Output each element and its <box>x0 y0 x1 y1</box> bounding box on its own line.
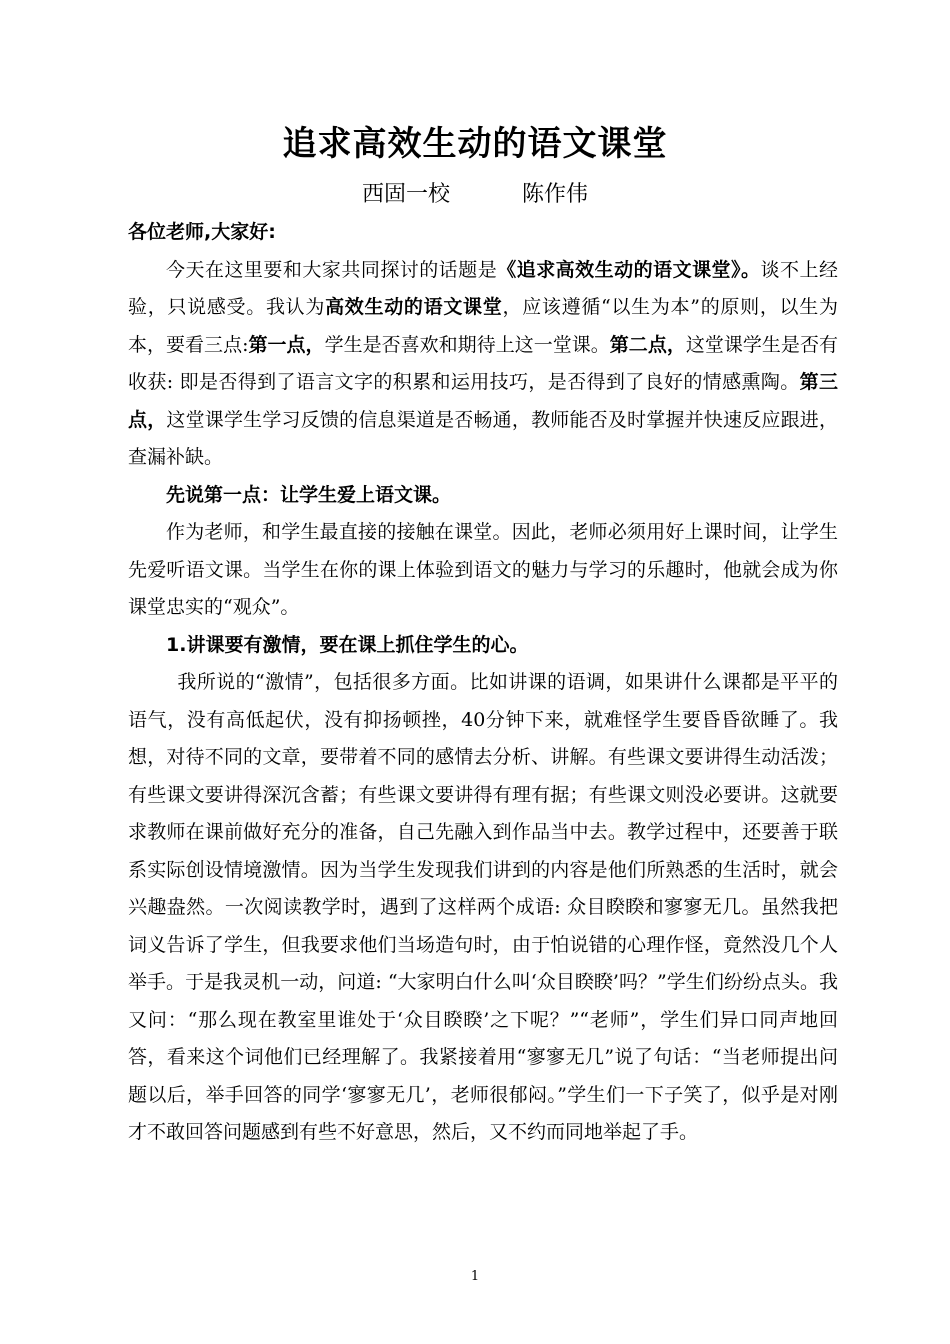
point-three-label: 第三点， <box>128 371 838 431</box>
intro-text-3: ，应该遵循“以生为本”的原则，以生为本，要看三点: <box>128 296 838 356</box>
author-line <box>0 180 950 210</box>
section-one-paragraph: 作为老师，和学生最直接的接触在课堂。因此，老师必须用好上课时间，让学生先爱听语文课。当学生在你的课上体验到语文的魅力与学习的乐趣时，他就会成为你课堂忠实的“观众”。 <box>128 521 838 618</box>
intro-text-2: 谈不上经验，只说感受。我认为 <box>128 258 838 318</box>
page-number: 1 <box>470 1269 480 1284</box>
intro-topic-title: 《追求高效生动的语文课堂》。 <box>497 258 761 281</box>
intro-text-5: 这堂课学生是否有收获: 即是否得到了语言文字的积累和运用技巧，是否得到了良好的情感熏陶。 <box>128 333 838 393</box>
subsection-one-paragraph: 我所说的“激情”，包括很多方面。比如讲课的语调，如果讲什么课都是平平的语气，没有高低起伏，没有抑扬顿挫，40分钟下来，就难怪学生要昏昏欲睡了。我想，对待不同的文章，要带着不同的感情去分析、讲解。有些课文要讲得生动活泼；有些课文要讲得深沉含蓄；有些课文要讲得有理有据；有些课文则没必要讲。这就要求教师在课前做好充分的准备，自己先融入到作品当中去。教学过程中，还要善于联系实际创设情境激情。因为当学生发现我们讲到的内容是他们所熟悉的生活时，就会兴趣盎然。一次阅读教学时，遇到了这样两个成语: 众目睽睽和寥寥无几。虽然我把词义告诉了学生，但我要求他们当场造句时，由于怕说错的心理作怪，竟然没几个人举手。于是我灵机一动，问道: “大家明白什么叫‘众目睽睽’吗？”学生们纷纷点头。我又问：“那么现在教室里谁处于‘众目睽睽’之下呢？”“老师”，学生们异口同声地回答，看来这个词他们已经理解了。我紧接着用“寥寥无几”说了句话：“当老师提出问题以后，举手回答的同学‘寥寥无几’，老师很郁闷。”学生们一下子笑了，似乎是对刚才不敢回答问题感到有些不好意思，然后，又不约而同地举起了手。 <box>128 671 838 1143</box>
intro-keyword: 高效生动的语文课堂 <box>325 296 503 318</box>
section-one-heading: 先说第一点：让学生爱上语文课。 <box>166 483 452 506</box>
point-two-label: 第二点， <box>609 333 686 356</box>
intro-text-1: 今天在这里要和大家共同探讨的话题是 <box>166 258 498 281</box>
intro-text-4: 学生是否喜欢和期待上这一堂课。 <box>324 333 610 356</box>
author-name: 陈作伟 <box>522 182 589 207</box>
point-one-label: 第一点， <box>248 333 325 356</box>
intro-paragraph <box>128 252 838 477</box>
intro-text-6: 这堂课学生学习反馈的信息渠道是否畅通，教师能否及时掌握并快速反应跟进，查漏补缺。 <box>128 408 838 468</box>
greeting: 各位老师,大家好: <box>128 221 276 243</box>
document-body <box>128 214 838 1152</box>
document-title: 追求高效生动的语文课堂 <box>282 124 668 164</box>
school-name: 西固一校 <box>361 182 450 207</box>
subsection-one-heading: 1.讲课要有激情，要在课上抓住学生的心。 <box>166 633 529 656</box>
